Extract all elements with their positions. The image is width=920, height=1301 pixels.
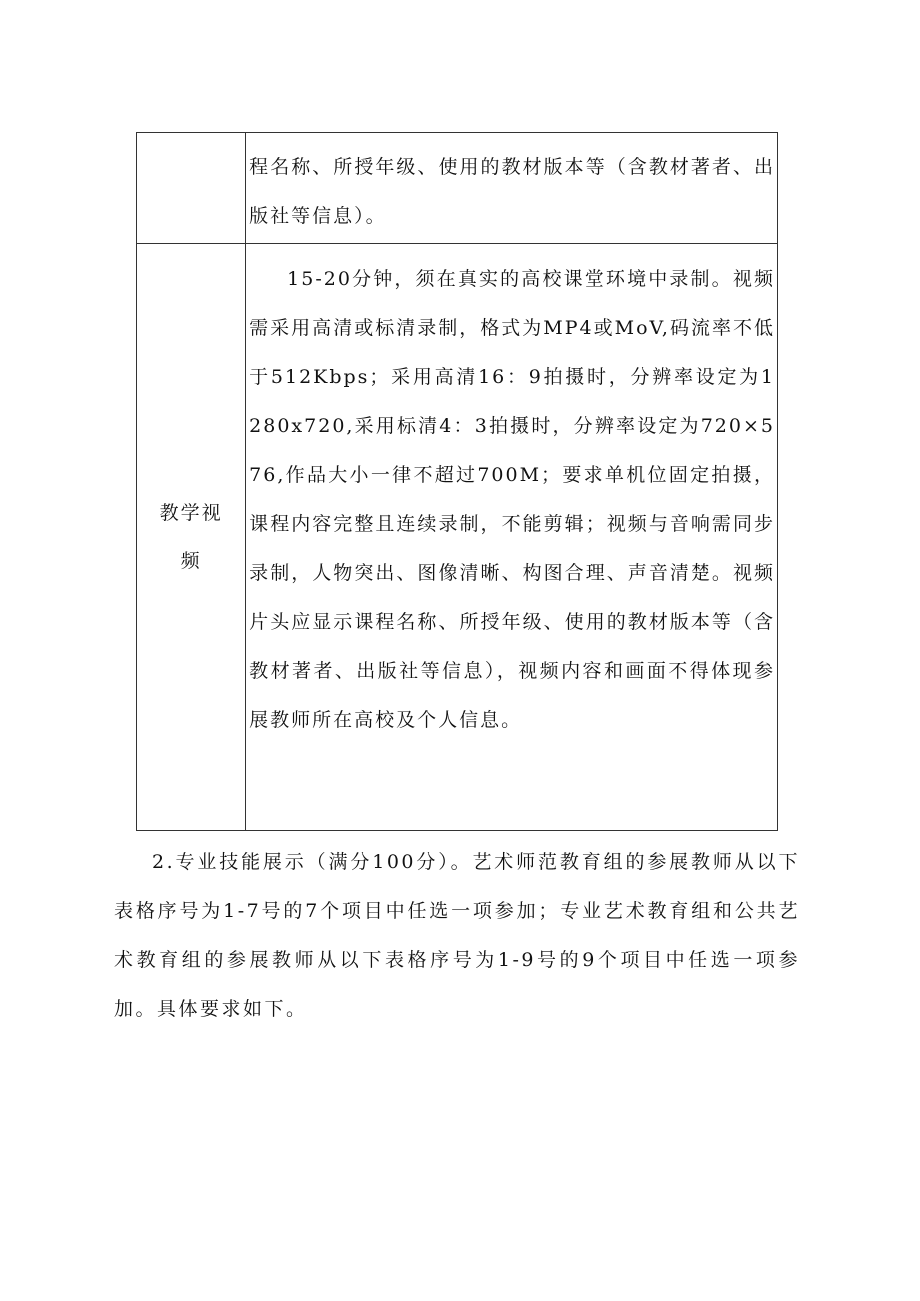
row-content: 15-20分钟，须在真实的高校课堂环境中录制。视频需采用高清或标清录制，格式为MP4或MoV,码流率不低于512Kbps；采用高清16：9拍摄时，分辨率设定为1280x720,采用标清4：3拍摄时，分辨率设定为720×576,作品大小一律不超过700M；要求单机位固定拍摄，课程内容完整且连续录制，不能剪辑；视频与音响需同步录制，人物突出、图像清晰、构图合理、声音清楚。视频片头应显示课程名称、所授年级、使用的教材版本等（含教材著者、出版社等信息），视频内容和画面不得体现参展教师所在高校及个人信息。 bbox=[249, 268, 775, 731]
row-label-cell bbox=[137, 244, 246, 831]
section-paragraph: 2.专业技能展示（满分100分）。艺术师范教育组的参展教师从以下表格序号为1-7号的7个项目中任选一项参加；专业艺术教育组和公共艺术教育组的参展教师从以下表格序号为1-9号的9个项目中任选一项参加。具体要求如下。 bbox=[114, 851, 800, 1020]
row-content: 程名称、所授年级、使用的教材版本等（含教材著者、出版社等信息）。 bbox=[249, 156, 775, 227]
requirements-table bbox=[136, 132, 778, 831]
row-label-cell bbox=[137, 133, 246, 244]
row-label: 教学视频 bbox=[159, 502, 223, 572]
table-row bbox=[137, 133, 778, 244]
table-row bbox=[137, 244, 778, 831]
row-content-cell bbox=[246, 133, 778, 244]
row-content-cell bbox=[246, 244, 778, 831]
